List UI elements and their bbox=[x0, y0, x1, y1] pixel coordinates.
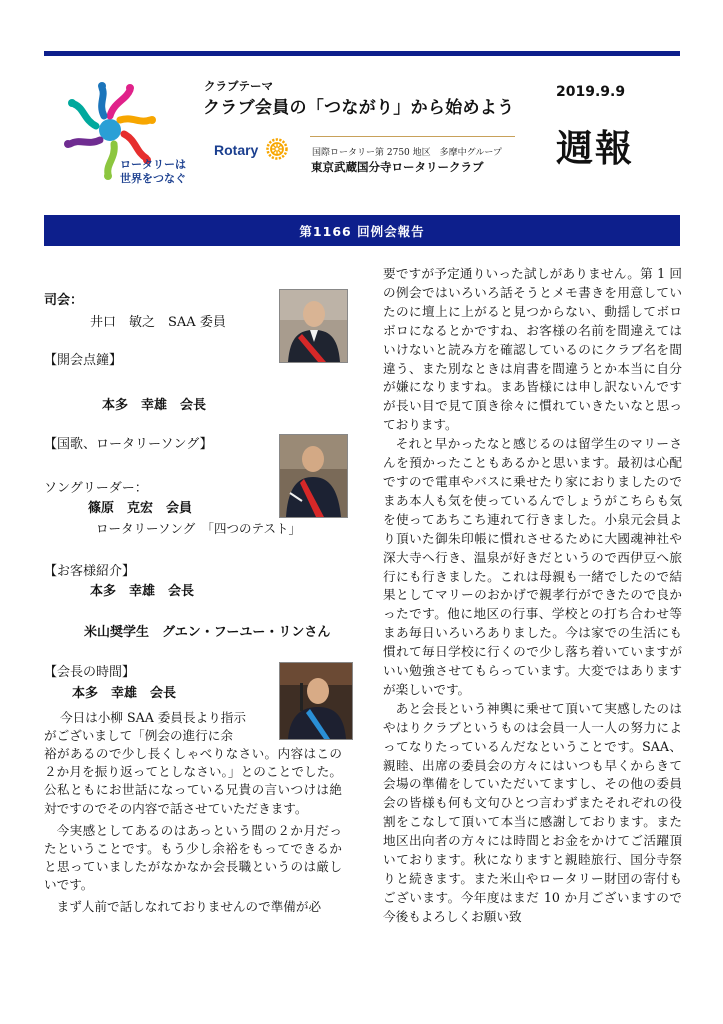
logo-text-line1: ロータリーは bbox=[120, 158, 186, 171]
rotary-wheel-icon bbox=[266, 138, 288, 160]
right-p1: 要ですが予定通りいった試しがありません。第 1 回の例会ではいろいろ話そうとメモ書きを用意していたのに壇上に上がると見つからない、動揺してボロボロになるとかですね、お客様の名前を間違えてはいけないと読み方を確認しているのにクラブ名を間違う、また別なときは肩書を間違うとか本当に自分が嫌になりますね。まあ皆様には申し訳ないんですが長い目で見て頂き徐々に慣れていきたいなと思っております。 bbox=[383, 266, 682, 433]
right-p2: それと早かったなと感じるのは留学生のマリーさんを預かったこともあるかと思います。最初は心配ですので電車やバスに乗せたり家におりましたのでまあ本人も気を使っているんでしょうがこちらも気を使ってあちこち連れて行きました。小泉元会員より頂いた御朱印帳に慣れさせるために大國魂神社や深大寺へ行き、温泉が好きだというので西伊豆へ旅行にも行きました。これは母親も一緒でしたので結果としてマリーのおかげで親孝行ができたので良かったです。他に地区の行事、学校との打ち合わせ等まあ毎日いろいろありました。今は家での生活にも慣れて毎日学校に行くので少し落ち着いていますがいい勉強させてもらっています。大変ではありますが楽しいです。 bbox=[383, 436, 682, 697]
photo-mc bbox=[279, 289, 348, 363]
president-name: 本多 幸雄 会長 bbox=[72, 686, 177, 701]
top-rule bbox=[44, 51, 680, 56]
opening-name: 本多 幸雄 会長 bbox=[102, 398, 207, 413]
mc-label: 司会： bbox=[44, 293, 84, 308]
theme-label: クラブテーマ bbox=[204, 79, 273, 93]
song-leader-label: ソングリーダー： bbox=[44, 481, 148, 496]
anthem-heading: 【国歌、ロータリーソング】 bbox=[44, 437, 213, 452]
guest-heading: 【お客様紹介】 bbox=[44, 564, 136, 579]
speech-body bbox=[44, 745, 342, 916]
speech-p2: 今実感としてあるのはあっという間の２か月だったということです。もう少し余裕をもってできるかと思っていましたがなかなか会長職というのは厳しいです。 bbox=[44, 822, 342, 893]
speech-line-1: 今日は小柳 SAA 委員長より指示 bbox=[60, 710, 246, 725]
meeting-report-banner bbox=[44, 215, 680, 246]
song-title: ロータリーソング 「四つのテスト」 bbox=[96, 521, 302, 536]
issue-date: 2019.9.9 bbox=[556, 84, 626, 100]
rotary-connects-logo bbox=[54, 78, 190, 196]
speech-p1-rest: 裕があるので少し長くしゃべりなさい。内容はこの２か月を振り返ってとしなさい。」とのことでした。公私ともにお世話になっている兄貴の言いつけは絶対ですのでその内容で話させていただきます。 bbox=[44, 746, 342, 816]
guest-name: 米山奨学生 グエン・フーユー・リンさん bbox=[84, 625, 331, 640]
photo-president bbox=[279, 662, 353, 740]
mc-name: 井口 敏之 SAA 委員 bbox=[90, 315, 226, 330]
photo-song-leader bbox=[279, 434, 348, 518]
theme-title: クラブ会員の「つながり」から始めよう bbox=[203, 98, 515, 118]
speech-p3: まず人前で話しなれておりませんので準備が必 bbox=[56, 898, 322, 914]
right-column-text bbox=[383, 265, 682, 927]
header-divider bbox=[310, 136, 515, 137]
guest-introducer: 本多 幸雄 会長 bbox=[90, 584, 195, 599]
rotary-wordmark: Rotary bbox=[214, 142, 259, 158]
speech-line-2: がございまして「例会の進行に余 bbox=[44, 728, 233, 743]
district-line: 国際ロータリー第 2750 地区 多摩中グループ bbox=[312, 148, 502, 158]
right-p3: あと会長という神輿に乗せて頂いて実感したのはやはりクラブというものは会員一人一人の努力によってなりたっているんだなということです。SAA、親睦、出席の委員会の方々にはいつも早くからきて会場の準備をしていただいてますし、その他の委員会の皆様も何も文句ひとつ言わずまたそれぞれの役割をこなして頂いて本当に感謝しております。また地区出向者の方々には時間とお金をかけてご活躍頂いております。秋になりますと親睦旅行、国分寺祭りと続きます。また米山やロータリー財団の寄付もございます。今年度はまだ 10 か月ございますので今後もよろしくお願い致 bbox=[383, 700, 682, 924]
logo-text-line2: 世界をつなぐ bbox=[120, 172, 186, 185]
club-name: 東京武蔵国分寺ロータリークラブ bbox=[311, 160, 484, 174]
opening-heading: 【開会点鐘】 bbox=[44, 353, 123, 368]
banner-title: 第1166 回例会報告 bbox=[299, 223, 425, 239]
weekly-title: 週報 bbox=[556, 127, 634, 170]
president-heading: 【会長の時間】 bbox=[44, 665, 136, 680]
song-leader-name: 篠原 克宏 会員 bbox=[88, 501, 193, 516]
